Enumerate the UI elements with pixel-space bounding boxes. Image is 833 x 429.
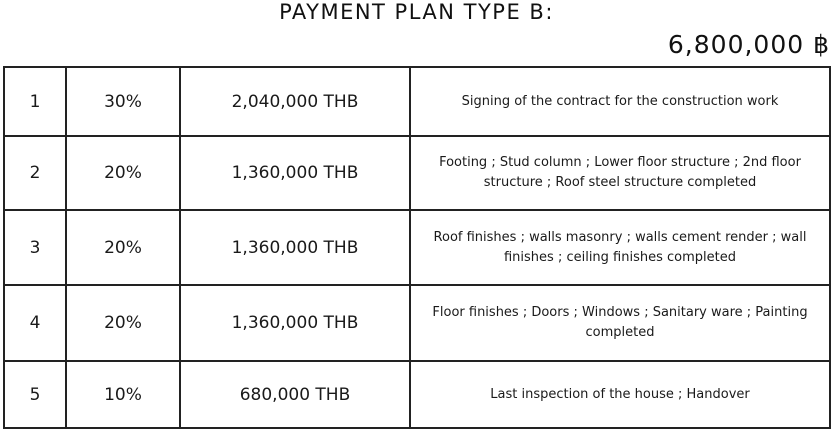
installment-number: 4 xyxy=(4,285,66,361)
installment-percent: 30% xyxy=(66,67,180,136)
table-row xyxy=(4,136,830,210)
installment-description-cell xyxy=(410,67,830,136)
installment-number: 5 xyxy=(4,361,66,428)
installment-percent: 20% xyxy=(66,136,180,210)
table-row xyxy=(4,285,830,361)
page-title: PAYMENT PLAN TYPE B: xyxy=(279,0,554,24)
installment-number: 1 xyxy=(4,67,66,136)
installment-amount: 1,360,000 THB xyxy=(180,285,410,361)
installment-description-cell xyxy=(410,361,830,428)
installment-percent: 20% xyxy=(66,210,180,285)
table-row xyxy=(4,210,830,285)
installment-amount: 680,000 THB xyxy=(180,361,410,428)
installment-description: Roof finishes ; walls masonry ; walls cement render ; wall finishes ; ceiling finishes completed xyxy=(433,229,807,265)
installment-description-cell xyxy=(410,210,830,285)
installment-amount: 2,040,000 THB xyxy=(180,67,410,136)
installment-description: Signing of the contract for the construction work xyxy=(461,93,779,109)
installment-description-cell xyxy=(410,136,830,210)
installment-description: Floor finishes ; Doors ; Windows ; Sanitary ware ; Painting completed xyxy=(432,305,808,340)
installment-number: 2 xyxy=(4,136,66,210)
table-row xyxy=(4,67,830,136)
installment-description-cell xyxy=(410,285,830,361)
installment-percent: 10% xyxy=(66,361,180,428)
total-price: 6,800,000 ฿ xyxy=(667,30,830,59)
installment-description: Footing ; Stud column ; Lower floor structure ; 2nd floor structure ; Roof steel structure completed xyxy=(439,155,801,190)
installment-amount: 1,360,000 THB xyxy=(180,210,410,285)
installment-description: Last inspection of the house ; Handover xyxy=(490,386,750,402)
installment-amount: 1,360,000 THB xyxy=(180,136,410,210)
payment-plan-table xyxy=(3,66,831,429)
installment-number: 3 xyxy=(4,210,66,285)
installment-percent: 20% xyxy=(66,285,180,361)
table-row xyxy=(4,361,830,428)
